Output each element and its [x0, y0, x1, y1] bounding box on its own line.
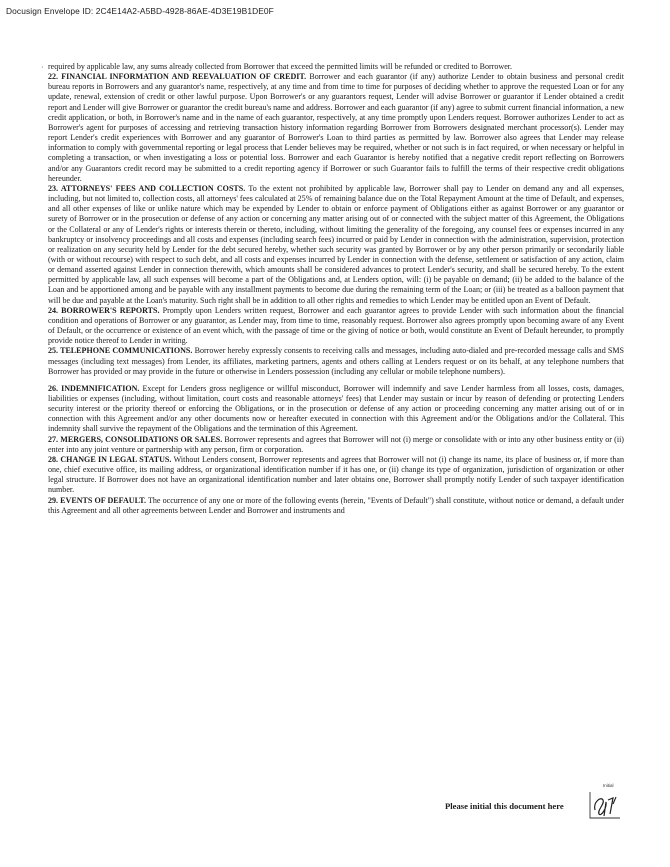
section-paragraph	[48, 72, 624, 184]
section-heading: 29. EVENTS OF DEFAULT.	[48, 495, 147, 505]
section-heading: 25. TELEPHONE COMMUNICATIONS.	[48, 346, 193, 356]
section-body: To the extent not prohibited by applicable law, Borrower shall pay to Lender on demand any and all expenses, including, but not limited to, collection costs, all attorneys' fees calculated at 25% of remaining balance due on the Total Repayment Amount at the time of Default, and expenses, and all other expenses of like or unlike nature which may be expended by Lender to obtain or enforce payment of Obligations either as against Borrower or any guarantor or surety of Borrower or in the prosecution or defense of any action or concerning any matter arising out of or connected with the subject matter of this Agreement, the Obligations or the Collateral or any of Lender's rights or interests therein or thereto, including, without limiting the generality of the foregoing, any counsel fees or expenses incurred in any bankruptcy or insolvency proceedings and all costs and expenses (including search fees) incurred or paid by Lender in connection with the administration, supervision, protection or realization on any security held by Lender for the debt secured hereby, whether such security was granted by Borrower or by any other person primarily or secondarily liable (with or without recourse) with respect to such debt, and all costs and expenses incurred by Lender in connection with the defense, settlement or satisfaction of any action, claim or demand asserted against Lender in connection therewith, which amounts shall be considered advances to protect Lender's security, and shall be secured hereby. To the extent permitted by applicable law, all such expenses will become a part of the Obligations and, at Lenders option, will: (i) be payable on demand; (ii) be added to the balance of the Loan and be apportioned among and be payable with any installment payments to become due during the remaining term of the Loan; or (iii) be treated as a balloon payment that will be due and payable at the Loan's maturity. Such right shall be in addition to all other rights and remedies to which Lender may be entitled upon an Event of Default.	[48, 183, 624, 305]
initial-signature-field[interactable]	[587, 788, 623, 822]
initials-signature	[587, 788, 623, 822]
section-heading: 23. ATTORNEYS' FEES AND COLLECTION COSTS.	[48, 183, 246, 193]
section-heading: 26. INDEMNIFICATION.	[48, 383, 140, 393]
section-paragraph	[48, 496, 624, 516]
section-heading: 28. CHANGE IN LEGAL STATUS.	[48, 454, 172, 464]
section-heading: 27. MERGERS, CONSOLIDATIONS OR SALES.	[48, 434, 223, 444]
section-paragraph	[48, 184, 624, 306]
agreement-body	[48, 62, 624, 516]
section-body: Except for Lenders gross negligence or willful misconduct, Borrower will indemnify and save Lender harmless from all losses, costs, damages, liabilities or expenses (including, without limitation, court costs and reasonable attorneys' fees) that Lender may sustain or incur by reason of defending or protecting Lenders security interest or the priority thereof or enforcing the Obligations, or in the prosecution or defense of any action or proceeding concerning any matter arising out of or in connection with this Agreement and/or any other documents now or hereafter executed in connection with this Agreement and/or the Obligations and/or the Collateral. This indemnity shall survive the repayment of the Obligations and the termination of this Agreement.	[48, 383, 624, 434]
section-heading: 22. FINANCIAL INFORMATION AND REEVALUATION OF CREDIT.	[48, 72, 307, 82]
section-heading: 24. BORROWER'S REPORTS.	[48, 305, 160, 315]
initial-prompt: Please initial this document here	[445, 801, 564, 811]
section-body: Borrower hereby expressly consents to receiving calls and messages, including auto-dialed and pre-recorded message calls and SMS messages (including text messages) from Lender, its affiliates, marketing partners, agents and others calling at Lenders request or on its behalf, at any telephone numbers that Borrower has provided or may provide in the future or otherwise in Lenders possession (including any cellular or mobile telephone numbers).	[48, 346, 624, 376]
section-body: Borrower and each guarantor (if any) authorize Lender to obtain business and personal credit bureau reports in Borrowers and any guarantor's name, respectively, at any time and from time to time for purposes of deciding whether to approve the requested Loan or for any update, renewal, extension of credit or other lawful purpose. Upon Borrower's or any guarantors request, Lender will advise Borrower or guarantor if Lender obtained a credit report and Lender will give Borrower or guarantor the credit bureau's name and address. Borrower and each guarantor (if any) agree to submit current financial information, a new credit application, or both, in Borrower's name and in the name of each guarantor, respectively, at any time promptly upon Lenders request. Borrower authorizes Lender to act as Borrower's agent for purposes of accessing and retrieving transaction history information regarding Borrower from Borrowers designated merchant processor(s). Lender may report Lender's credit experiences with Borrower and any guarantor of Borrower's Loan to third parties as permitted by law. Borrower also agrees that Lender may release information to comply with governmental reporting or legal process that Lender believes may be required, whether or not such is in fact required, or when necessary or helpful in completing a transaction, or when investigating a loss or potential loss. Borrower and each Guarantor is hereby notified that a negative credit report reflecting on Borrowers and/or any Guarantors credit record may be submitted to a credit reporting agency if Borrower or such Guarantor fails to fulfill the terms of their respective credit obligations hereunder.	[48, 72, 624, 183]
section-body: Borrower represents and agrees that Borrower will not (i) merge or consolidate with or into any other business entity or (ii) enter into any joint venture or partnership with any person, firm or corporation.	[48, 434, 624, 454]
carryover-paragraph: required by applicable law, any sums already collected from Borrower that exceed the permitted limits will be refunded or credited to Borrower.	[48, 62, 513, 71]
section-paragraph	[48, 346, 624, 376]
initial-box-caption: Initial	[603, 783, 614, 788]
section-paragraph	[48, 455, 624, 496]
section-paragraph	[48, 435, 624, 455]
section-paragraph	[48, 306, 624, 347]
section-body: The occurrence of any one or more of the following events (herein, "Events of Default") shall constitute, without notice or demand, a default under this Agreement and all other agreements between Lender and Borrower and instruments and	[48, 495, 624, 515]
margin-mark: ·	[41, 63, 44, 72]
section-body: Promptly upon Lenders written request, Borrower and each guarantor agrees to provide Lender with such information about the financial condition and operations of Borrower or any guarantor, as Lender may, from time to time, reasonably request. Borrower also agrees promptly upon becoming aware of any Event of Default, or the occurrence or existence of an event which, with the passage of time or the giving of notice or both, would constitute an Event of Default hereunder, to promptly provide notice thereof to Lender in writing.	[48, 305, 624, 346]
envelope-id-header: Docusign Envelope ID: 2C4E14A2-A5BD-4928-86AE-4D3E19B1DE0F	[6, 6, 274, 16]
section-body: Without Lenders consent, Borrower represents and agrees that Borrower will not (i) change its name, its place of business or, if more than one, chief executive office, its mailing address, or organizational identification number if it has one, or (ii) change its type of organization, jurisdiction of organization or other legal structure. If Borrower does not have an organizational identification number and later obtains one, Borrower shall promptly notify Lender of such taxpayer identification number.	[48, 454, 624, 495]
sections-list	[48, 72, 624, 516]
section-paragraph	[48, 384, 624, 435]
